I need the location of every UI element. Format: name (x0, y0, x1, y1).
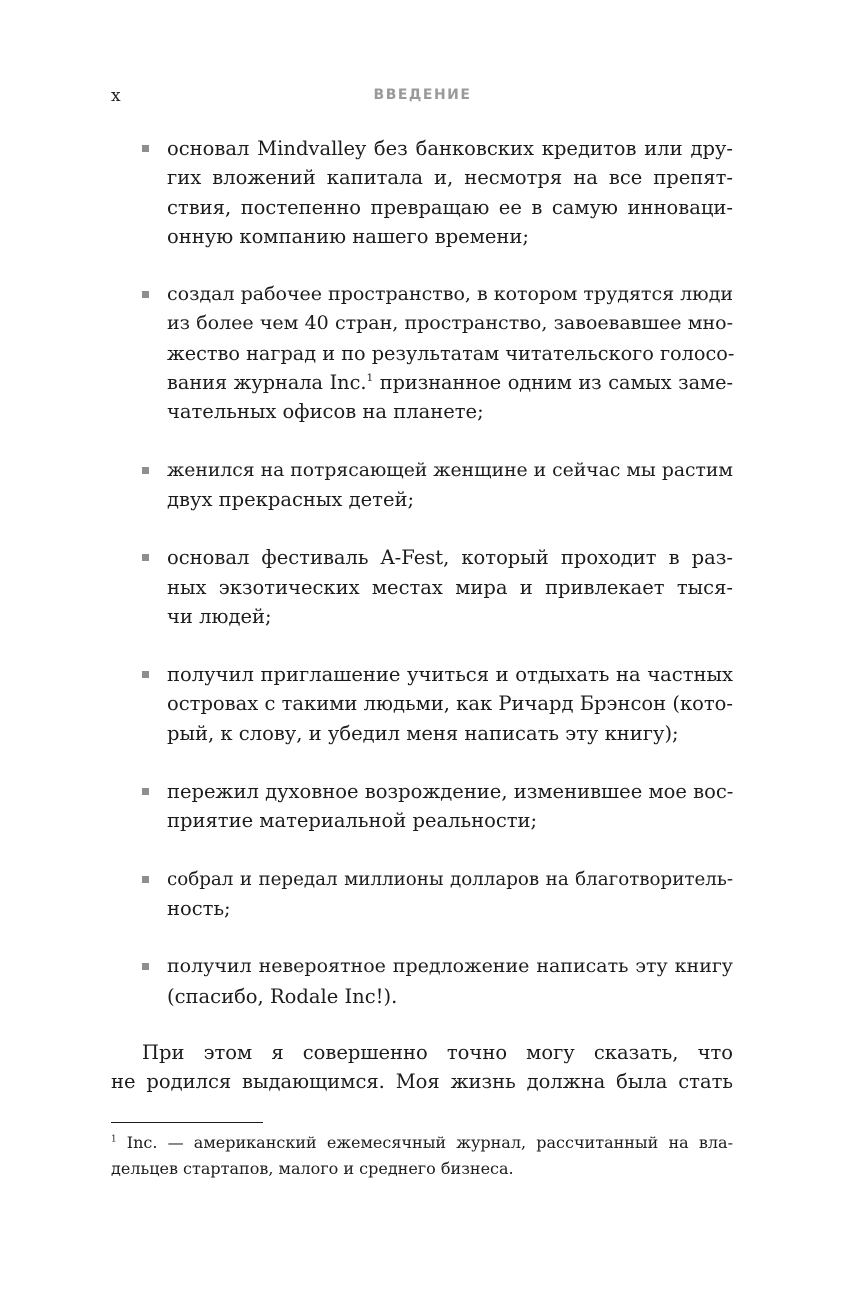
text-line: собрал и передал миллионы долларов на благотворитель- (167, 868, 733, 890)
text-line: ных экзотических местах мира и привлекает тыся- (167, 575, 733, 599)
text-line: ствия, постепенно превращаю ее в самую инноваци- (167, 195, 733, 219)
square-bullet-icon (142, 554, 149, 561)
text-line: рый, к слову, и убедил меня написать эту книгу); (167, 721, 679, 745)
text-line: ность; (167, 896, 231, 920)
list-item (139, 543, 733, 631)
running-title: ВВЕДЕНИЕ (373, 87, 472, 103)
square-bullet-icon (142, 963, 149, 970)
text-line: получил приглашение учиться и отдыхать на частных (167, 663, 733, 687)
text-line: жество наград и по результатам читательского голосо- (167, 341, 735, 365)
achievements-list (139, 134, 733, 1040)
list-item (139, 777, 733, 836)
list-item (139, 134, 733, 251)
text-line: женился на потрясающей женщине и сейчас мы растим (167, 459, 733, 481)
text-line: получил невероятное предложение написать эту книгу (167, 955, 733, 978)
text-line: пережил духовное возрождение, изменившее мое вос- (167, 780, 734, 804)
text-line: чательных офисов на планете; (167, 400, 484, 424)
square-bullet-icon (142, 467, 149, 474)
text-line: приятие материальной реальности; (167, 809, 538, 833)
footnote-reference[interactable]: 1 (366, 372, 374, 385)
text-line: двух прекрасных детей; (167, 487, 415, 511)
list-item (139, 456, 733, 515)
square-bullet-icon (142, 788, 149, 795)
text-line (167, 368, 733, 397)
text-segment: вания журнала Inc. (167, 371, 367, 395)
text-line: не родился выдающимся. Моя жизнь должна была стать (111, 1070, 733, 1094)
square-bullet-icon (142, 291, 149, 298)
body-paragraph (111, 1038, 733, 1097)
text-line (111, 1130, 733, 1156)
text-line: основал Mindvalley без банковских кредитов или дру- (167, 137, 733, 160)
list-item (139, 660, 733, 748)
footnote-divider (111, 1122, 263, 1123)
footnote (111, 1130, 733, 1182)
text-line: гих вложений капитала и, несмотря на все препят- (167, 166, 733, 190)
list-item (139, 280, 733, 426)
list-item (139, 952, 733, 1011)
square-bullet-icon (142, 876, 149, 883)
footnote-marker: 1 (111, 1134, 117, 1145)
text-line: (спасибо, Rodale Inc!). (167, 984, 398, 1008)
page-number: x (111, 86, 121, 106)
text-line: дельцев стартапов, малого и среднего бизнеса. (111, 1159, 514, 1178)
text-line: основал фестиваль A-Fest, который проходит в раз- (167, 546, 733, 570)
text-line: онную компанию нашего времени; (167, 224, 529, 248)
text-line: островах с такими людьми, как Ричард Брэнсон (кото- (167, 692, 733, 716)
list-item (139, 865, 733, 924)
square-bullet-icon (142, 671, 149, 678)
text-line: создал рабочее пространство, в котором трудятся люди (167, 283, 734, 306)
text-line: При этом я совершенно точно могу сказать, что (142, 1041, 733, 1064)
square-bullet-icon (142, 145, 149, 152)
text-line: из более чем 40 стран, пространство, завоевавшее мно- (167, 312, 733, 335)
text-segment: признанное одним из самых заме- (373, 371, 733, 395)
text-segment: Inc. — американский ежемесячный журнал, рассчитанный на вла- (116, 1133, 733, 1152)
text-line: чи людей; (167, 604, 272, 628)
